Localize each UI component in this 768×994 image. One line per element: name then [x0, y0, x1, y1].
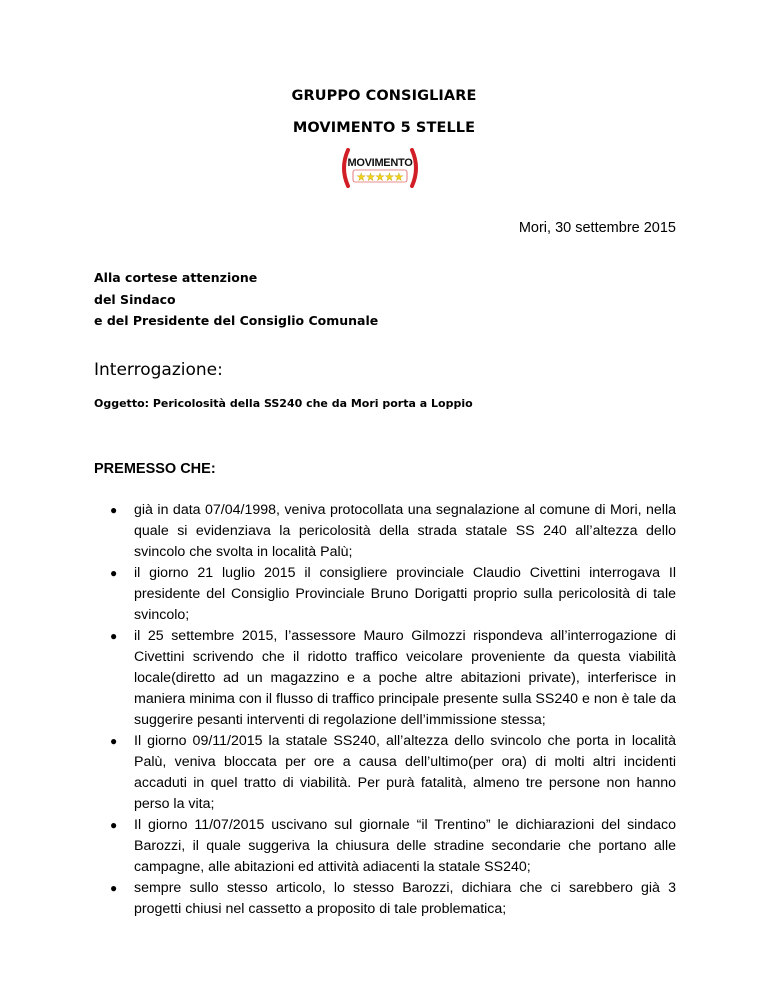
list-item: [110, 731, 676, 815]
bullet-icon: ●: [110, 881, 118, 895]
bullet-icon: ●: [110, 629, 118, 643]
document-title: Interrogazione:: [94, 360, 223, 380]
bullet-icon: ●: [110, 818, 118, 832]
list-item: [110, 815, 676, 878]
party-heading: MOVIMENTO 5 STELLE: [292, 120, 476, 136]
bullet-icon: ●: [110, 734, 118, 748]
list-item-text: il 25 settembre 2015, l’assessore Mauro Gilmozzi rispondeva all’interrogazione di Civettini scrivendo che il ridotto traffico veicolare proveniente da questa viabilità locale(diretto ad un magazzino e a poche altre abitazioni private), interferisce in maniera minima con il flusso di traffico principale presente sulla SS240 e non è tale da suggerire pesanti interventi di regolazione dell’immissione stessa;: [134, 628, 676, 728]
list-item-text: già in data 07/04/1998, veniva protocollata una segnalazione al comune di Mori, nella quale si evidenziava la pericolosità della strada statale SS 240 all’altezza dello svincolo che svolta in località Palù;: [134, 502, 676, 560]
recipient-line-3: e del Presidente del Consiglio Comunale: [94, 313, 379, 328]
list-item: [110, 626, 676, 731]
logo-stars: ★★★★★: [356, 171, 404, 184]
list-item: [110, 563, 676, 626]
group-heading: GRUPPO CONSIGLIARE: [291, 88, 477, 104]
movimento-logo: [339, 148, 421, 188]
recipient-line-2: del Sindaco: [94, 292, 176, 307]
recipient-line-1: Alla cortese attenzione: [94, 270, 258, 285]
list-item-text: il giorno 21 luglio 2015 il consigliere provinciale Claudio Civettini interrogava Il presidente del Consiglio Provinciale Bruno Dorigatti proprio sulla pericolosità di tale svincolo;: [134, 565, 676, 623]
list-item-text: Il giorno 11/07/2015 uscivano sul giornale “il Trentino” le dichiarazioni del sindaco Barozzi, il quale suggeriva la chiusura delle stradine secondarie che portano alle campagne, alle abitazioni ed attività adiacenti la statale SS240;: [134, 817, 676, 875]
logo-wordmark: MOVIMENTO: [347, 157, 413, 169]
list-item-text: Il giorno 09/11/2015 la statale SS240, all’altezza dello svincolo che porta in località Palù, veniva bloccata per ore a causa dell’ultimo(per ora) di molti altri incidenti accaduti in quel tratto di viabilità. Per purà fatalità, almeno tre persone non hanno perso la vita;: [134, 733, 676, 812]
section-heading: PREMESSO CHE:: [94, 461, 216, 477]
list-item: [110, 500, 676, 563]
premises-list: [110, 500, 676, 920]
bullet-icon: ●: [110, 566, 118, 580]
document-subject: Oggetto: Pericolosità della SS240 che da Mori porta a Loppio: [94, 397, 473, 410]
list-item-text: sempre sullo stesso articolo, lo stesso Barozzi, dichiara che ci sarebbero già 3 progetti chiusi nel cassetto a proposito di tale problematica;: [134, 880, 676, 917]
bullet-icon: ●: [110, 503, 118, 517]
list-item: [110, 878, 676, 920]
document-date: Mori, 30 settembre 2015: [518, 220, 676, 236]
